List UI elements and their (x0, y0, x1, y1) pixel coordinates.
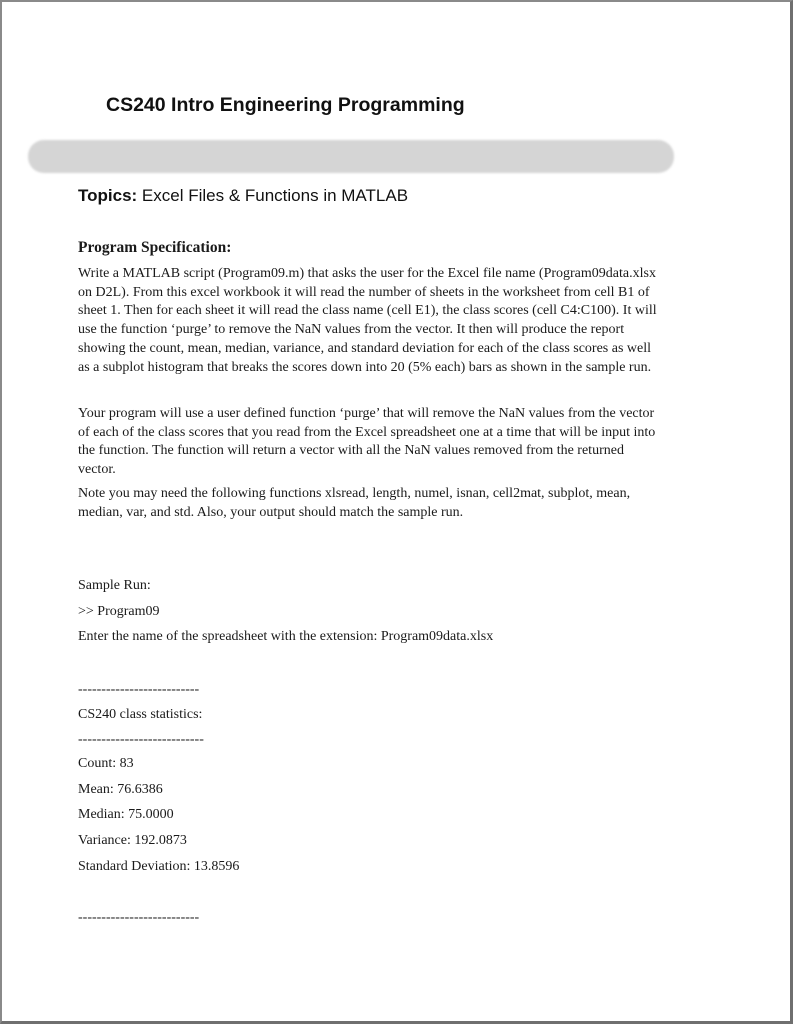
stats-title: CS240 class statistics: (78, 707, 203, 722)
text-line: Your program will use a user defined function ‘purge’ that will remove the NaN values from the vector (78, 406, 655, 421)
text-line: use the function ‘purge’ to remove the NaN values from the vector. It then will produce the report (78, 322, 625, 338)
text-line: sheet 1. Then for each sheet it will read the class name (cell E1), the class scores (cell C4:C100). It will (78, 303, 657, 319)
stat-stddev: Standard Deviation: 13.8596 (78, 859, 240, 874)
spec-paragraph-1 (78, 265, 728, 377)
text-line: vector. (78, 462, 116, 478)
stat-mean: Mean: 76.6386 (78, 782, 163, 797)
topics-text: Excel Files & Functions in MATLAB (141, 186, 409, 205)
spec-paragraph-3 (78, 485, 728, 522)
spec-heading: Program Specification: (78, 239, 232, 256)
divider: --------------------------- (78, 732, 204, 747)
stat-median: Median: 75.0000 (78, 807, 174, 822)
spec-paragraph-2 (78, 405, 728, 480)
text-line: median, var, and std. Also, your output should match the sample run. (78, 504, 464, 520)
topics-label: Topics: (78, 186, 138, 205)
divider: -------------------------- (78, 682, 200, 697)
stat-variance: Variance: 192.0873 (78, 833, 187, 848)
text-line: the function. The function will return a vector with all the NaN values removed from the returned (78, 443, 624, 459)
divider: -------------------------- (78, 910, 200, 925)
text-line: on D2L). From this excel workbook it will read the number of sheets in the worksheet from cell B1 of (78, 284, 650, 300)
stat-count: Count: 83 (78, 756, 134, 771)
text-line: Write a MATLAB script (Program09.m) that asks the user for the Excel file name (Program09data.xlsx (78, 266, 656, 281)
text-line: of each of the class scores that you read from the Excel spreadsheet one at a time that will be input into (78, 424, 656, 440)
redacted-region (28, 140, 674, 173)
sample-command: >> Program09 (78, 604, 160, 619)
sample-prompt: Enter the name of the spreadsheet with the extension: Program09data.xlsx (78, 629, 494, 644)
text-line: Note you may need the following functions xlsread, length, numel, isnan, cell2mat, subplot, mean, (78, 486, 631, 501)
course-title: CS240 Intro Engineering Programming (106, 94, 465, 116)
topics-line (78, 186, 408, 206)
text-line: showing the count, mean, median, variance, and standard deviation for each of the class scores as well (78, 340, 652, 356)
sample-run-label: Sample Run: (78, 578, 151, 593)
text-line: as a subplot histogram that breaks the scores down into 20 (5% each) bars as shown in the sample run. (78, 359, 652, 375)
